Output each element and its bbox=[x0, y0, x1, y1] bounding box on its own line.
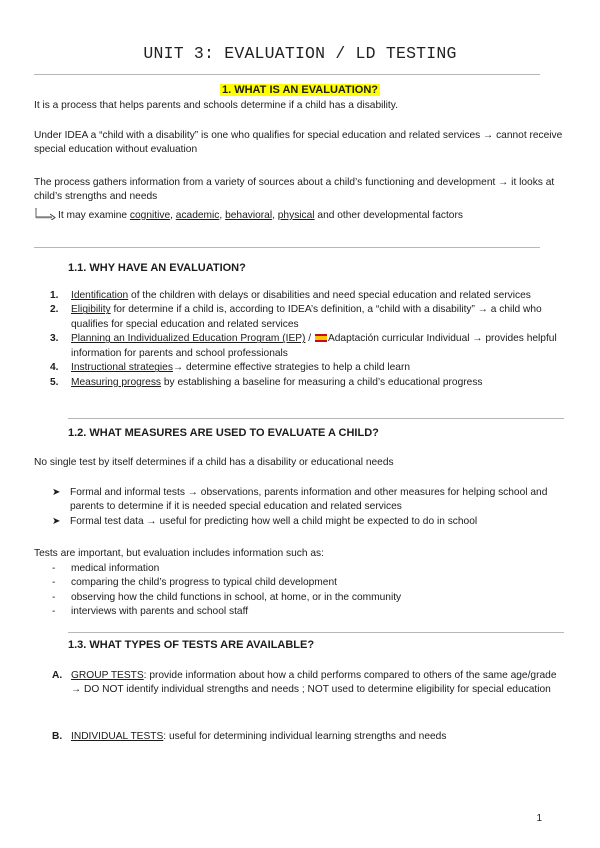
s1-examine-line: It may examine cognitive, academic, behavioral, physical and other developmental factors bbox=[34, 208, 568, 223]
highlighted-heading: 1. WHAT IS AN EVALUATION? bbox=[221, 84, 379, 96]
page-title: UNIT 3: EVALUATION / LD TESTING bbox=[143, 44, 457, 63]
divider-1-3 bbox=[68, 632, 564, 633]
dash-bullet: - bbox=[52, 591, 56, 603]
arrowhead-bullet-icon: ➤ bbox=[52, 487, 61, 498]
list-item: 5. Measuring progress by establishing a baseline for measuring a child’s educational progress bbox=[50, 376, 483, 388]
s12-tests-intro: Tests are important, but evaluation includes information such as: bbox=[34, 548, 324, 559]
examine-academic: academic bbox=[175, 210, 220, 221]
evaluation-info-list bbox=[50, 562, 570, 620]
section-1-heading bbox=[0, 83, 600, 99]
list-item: - observing how the child functions in school, at home, or in the community bbox=[50, 591, 570, 605]
measures-arrow-list bbox=[52, 486, 570, 529]
examine-behavioral: behavioral bbox=[225, 210, 273, 221]
s1-paragraph-1: It is a process that helps parents and schools determine if a child has a disability. bbox=[34, 100, 398, 111]
spain-flag-icon bbox=[315, 334, 327, 342]
section-1-3-heading: 1.3. WHAT TYPES OF TESTS ARE AVAILABLE? bbox=[68, 639, 315, 651]
s1-paragraph-3: The process gathers information from a variety of sources about a child’s functioning and development → it looks at child’s strengths and needs bbox=[34, 177, 555, 203]
divider-1-1 bbox=[34, 247, 540, 248]
test-types-item-b bbox=[52, 730, 564, 744]
list-item: - medical information bbox=[50, 562, 570, 576]
list-item: ➤ Formal and informal tests → observations, parents information and other measures for helping school and parents to determine if it is needed special education and related services bbox=[52, 487, 548, 513]
examine-physical: physical bbox=[277, 210, 315, 221]
divider-1-2 bbox=[68, 418, 564, 419]
examine-pre: It may examine bbox=[58, 210, 130, 221]
page-number: 1 bbox=[536, 813, 542, 824]
dash-bullet: - bbox=[52, 563, 56, 574]
list-item: A. GROUP TESTS: provide information about how a child performs compared to others of the same age/grade → DO NOT identify individual strengths and needs ; NOT used to determine eligibility for special education bbox=[52, 670, 557, 696]
list-item: 2. Eligibility for determine if a child is, according to IDEA’s definition, a “child with a disability” → a child who qualifies for special education and related services bbox=[50, 304, 542, 330]
list-item: B. INDIVIDUAL TESTS: useful for determining individual learning strengths and needs bbox=[52, 731, 447, 742]
list-item: 1. Identification of the children with delays or disabilities and need special education and related services bbox=[50, 290, 531, 301]
list-item: ➤ Formal test data → useful for predicting how well a child might be expected to do in school bbox=[52, 515, 570, 529]
why-evaluation-list bbox=[50, 289, 564, 390]
list-item: - interviews with parents and school staff bbox=[50, 605, 570, 619]
test-types-item-a bbox=[52, 669, 564, 698]
list-item: 4. Instructional strategies→ determine effective strategies to help a child learn bbox=[50, 362, 411, 374]
section-1-1-heading: 1.1. WHY HAVE AN EVALUATION? bbox=[68, 262, 246, 274]
list-item: 3. Planning an Individualized Education Program (IEP) / Adaptación curricular Individual → provides helpful information for parents and school professionals bbox=[50, 333, 557, 359]
s1-paragraph-2: Under IDEA a “child with a disability” is one who qualifies for special education and related services → cannot receive special education without evaluation bbox=[34, 130, 563, 156]
examine-post: and other developmental factors bbox=[314, 210, 463, 221]
dash-bullet: - bbox=[52, 577, 56, 589]
s12-intro: No single test by itself determines if a child has a disability or educational needs bbox=[34, 457, 394, 468]
list-item: - comparing the child’s progress to typical child development bbox=[50, 576, 570, 590]
examine-cognitive: cognitive bbox=[129, 210, 171, 221]
arrowhead-bullet-icon: ➤ bbox=[52, 515, 61, 527]
dash-bullet: - bbox=[52, 606, 56, 618]
title-divider bbox=[34, 74, 540, 75]
section-1-2-heading: 1.2. WHAT MEASURES ARE USED TO EVALUATE A CHILD? bbox=[68, 427, 379, 439]
return-arrow-icon bbox=[34, 208, 58, 220]
